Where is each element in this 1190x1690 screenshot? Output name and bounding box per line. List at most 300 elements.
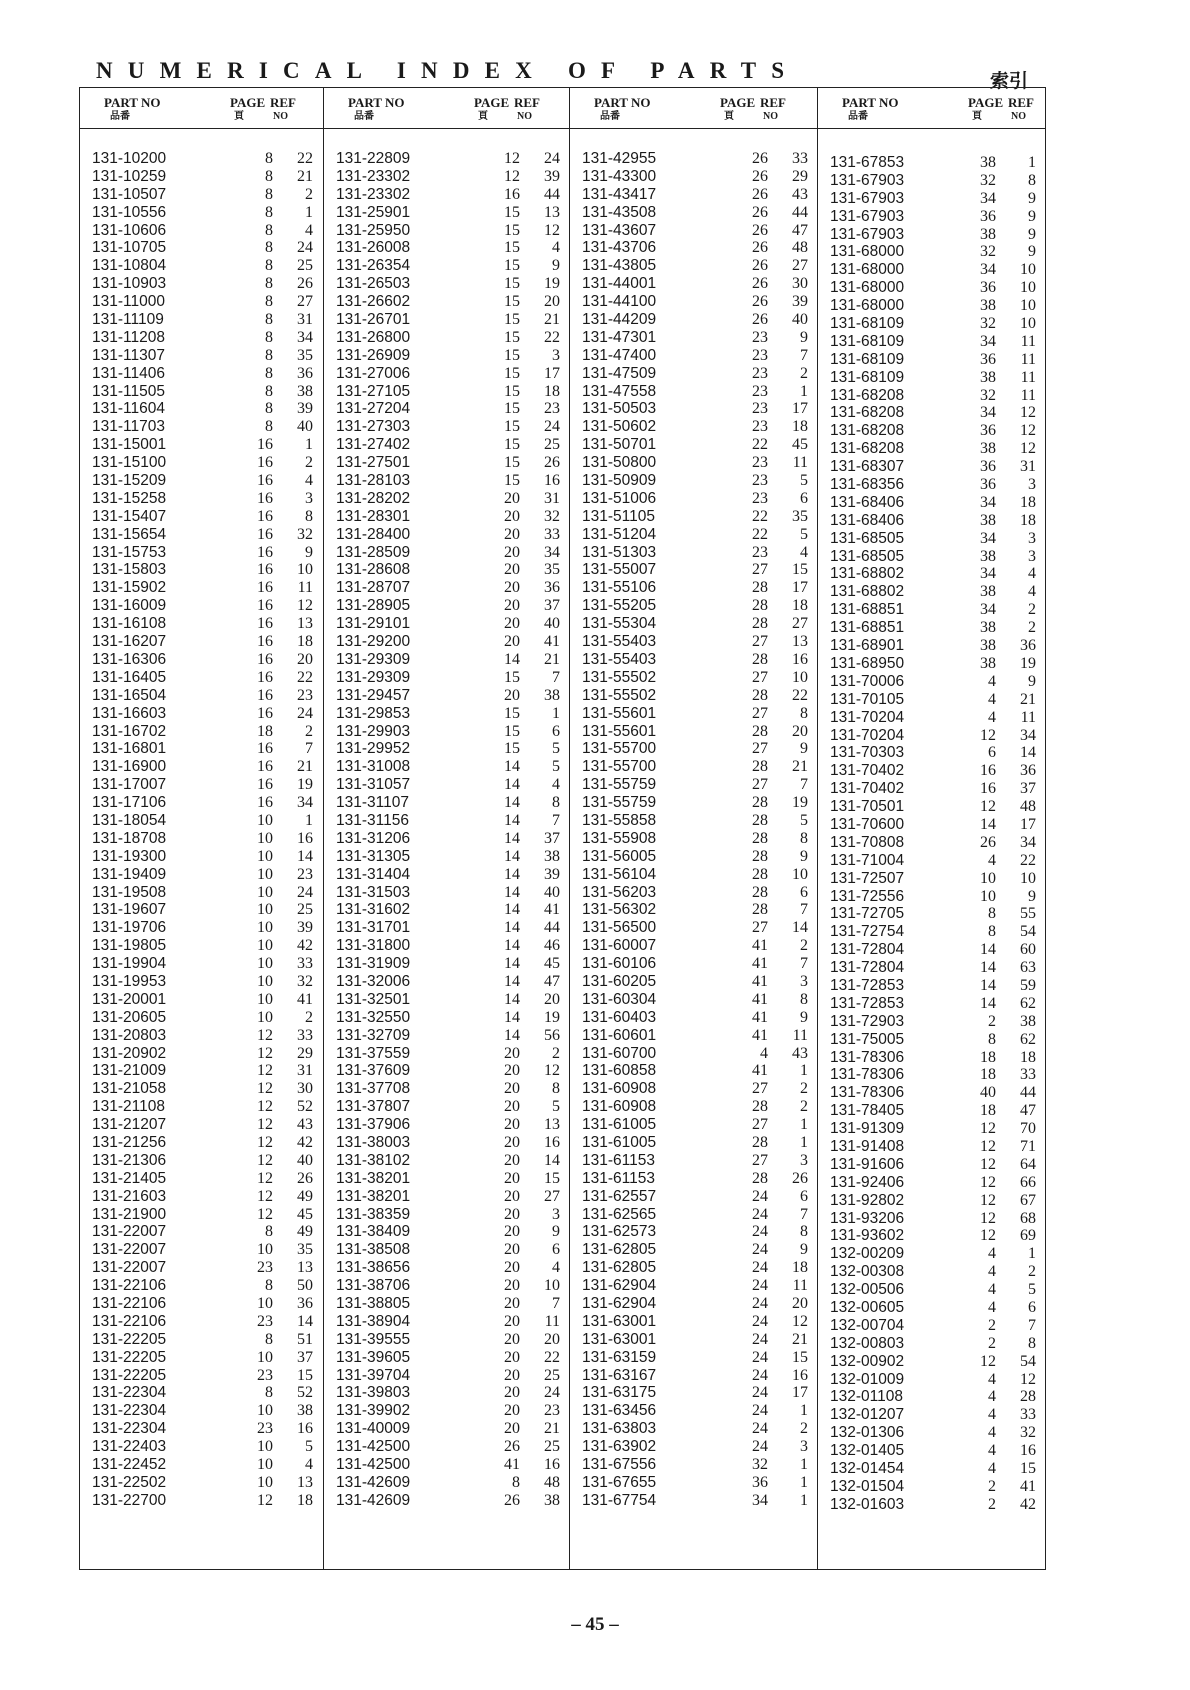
part-number: 131-15209 [92, 472, 167, 490]
part-number: 132-01603 [830, 1495, 905, 1513]
ref-number-cell: 29 [792, 167, 808, 185]
table-row [570, 1367, 818, 1385]
page-number-cell: 27 [752, 1151, 768, 1169]
part-number: 131-17007 [92, 776, 167, 794]
page-number-cell: 20 [504, 686, 520, 704]
ref-number-cell: 11 [1020, 332, 1036, 350]
page-number-cell: 12 [257, 1098, 273, 1116]
page-number-cell: 4 [988, 851, 996, 869]
part-number: 131-72556 [830, 887, 905, 905]
ref-number-cell: 33 [297, 955, 313, 973]
ref-number-cell: 32 [544, 507, 560, 525]
table-row [324, 561, 570, 579]
part-number: 131-78306 [830, 1048, 905, 1066]
page-number-cell: 14 [504, 972, 520, 990]
page-number-cell: 10 [257, 883, 273, 901]
part-number: 131-68208 [830, 404, 905, 422]
table-row [80, 991, 323, 1009]
page-number-cell: 36 [980, 458, 996, 476]
table-row [818, 1245, 1046, 1263]
part-number: 131-42609 [336, 1491, 411, 1509]
part-number: 131-43417 [582, 185, 657, 203]
page-number-cell: 34 [980, 565, 996, 583]
part-number: 131-50503 [582, 400, 657, 418]
table-row [80, 383, 323, 401]
part-number: 131-72705 [830, 905, 905, 923]
ref-number-cell: 33 [544, 525, 560, 543]
table-row [80, 275, 323, 293]
part-number: 131-16603 [92, 704, 167, 722]
table-row [818, 208, 1046, 226]
part-number: 131-38201 [336, 1187, 411, 1205]
row-list [818, 154, 1046, 1514]
ref-number-cell: 1 [305, 811, 313, 829]
ref-number-cell: 14 [297, 1312, 313, 1330]
table-row [818, 512, 1046, 530]
ref-number-cell: 16 [297, 1420, 313, 1438]
part-number: 131-22304 [92, 1384, 167, 1402]
part-number: 131-68109 [830, 368, 905, 386]
ref-number-cell: 8 [800, 1223, 808, 1241]
ref-number-cell: 4 [800, 543, 808, 561]
ref-number-cell: 17 [792, 400, 808, 418]
ref-number-cell: 12 [1020, 404, 1036, 422]
table-row [80, 1188, 323, 1206]
page-number-cell: 14 [504, 1026, 520, 1044]
page-number-cell: 16 [257, 507, 273, 525]
page-number-cell: 36 [980, 476, 996, 494]
table-row [324, 1420, 570, 1438]
table-row [324, 1295, 570, 1313]
ref-number-cell: 7 [800, 776, 808, 794]
page-number-cell: 28 [752, 722, 768, 740]
page-number-cell: 26 [980, 833, 996, 851]
ref-number-cell: 62 [1020, 994, 1036, 1012]
ref-number-cell: 25 [544, 1366, 560, 1384]
table-row [324, 1474, 570, 1492]
table-row [818, 369, 1046, 387]
part-number: 131-55304 [582, 615, 657, 633]
part-number: 131-55700 [582, 740, 657, 758]
part-number: 131-16108 [92, 615, 167, 633]
page-number-cell: 15 [504, 436, 520, 454]
index-column-4 [817, 88, 1046, 1569]
part-number: 131-70600 [830, 815, 905, 833]
table-row [80, 705, 323, 723]
table-row [80, 919, 323, 937]
table-row [80, 651, 323, 669]
table-row [324, 812, 570, 830]
page-number-cell: 4 [988, 690, 996, 708]
table-row [324, 1259, 570, 1277]
ref-number-cell: 64 [1020, 1155, 1036, 1173]
table-row [324, 1331, 570, 1349]
ref-number-cell: 3 [800, 1438, 808, 1456]
ref-number-cell: 18 [792, 418, 808, 436]
page-number-cell: 26 [752, 311, 768, 329]
part-number: 131-20902 [92, 1044, 167, 1062]
table-row [818, 995, 1046, 1013]
page-number-cell: 14 [504, 811, 520, 829]
part-number: 131-38706 [336, 1277, 411, 1295]
page-number-cell: 24 [752, 1277, 768, 1295]
table-row [818, 315, 1046, 333]
ref-number-cell: 10 [1020, 297, 1036, 315]
ref-number-cell: 11 [544, 1312, 560, 1330]
ref-number-cell: 29 [297, 1044, 313, 1062]
part-number: 131-67655 [582, 1473, 657, 1491]
ref-number-cell: 16 [1020, 1442, 1036, 1460]
ref-number-cell: 60 [1020, 941, 1036, 959]
ref-number-cell: 16 [544, 1133, 560, 1151]
part-number: 132-00803 [830, 1334, 905, 1352]
part-number: 131-16306 [92, 650, 167, 668]
ref-number-cell: 30 [297, 1080, 313, 1098]
page-number-cell: 24 [752, 1241, 768, 1259]
ref-number-cell: 17 [792, 1384, 808, 1402]
page-number-cell: 41 [752, 990, 768, 1008]
ref-number-cell: 23 [297, 865, 313, 883]
page-number-cell: 10 [257, 990, 273, 1008]
table-row [80, 597, 323, 615]
page-number-cell: 16 [257, 686, 273, 704]
page-number-cell: 15 [504, 472, 520, 490]
column-header [570, 92, 818, 124]
page-number-cell: 16 [257, 436, 273, 454]
part-number: 131-38003 [336, 1133, 411, 1151]
ref-number-cell: 16 [792, 650, 808, 668]
table-row [80, 293, 323, 311]
table-row [570, 937, 818, 955]
table-row [818, 1478, 1046, 1496]
table-row [570, 239, 818, 257]
table-row [570, 365, 818, 383]
ref-number-cell: 34 [1020, 833, 1036, 851]
part-number: 131-21009 [92, 1062, 167, 1080]
header-page: PAGE [474, 95, 510, 110]
table-row [818, 816, 1046, 834]
table-row [324, 508, 570, 526]
page-number-cell: 4 [988, 1424, 996, 1442]
part-number: 131-31503 [336, 883, 411, 901]
ref-number-cell: 38 [544, 1491, 560, 1509]
page-number-cell: 16 [257, 633, 273, 651]
page-number-cell: 12 [257, 1169, 273, 1187]
table-row [570, 1402, 818, 1420]
page-number-cell: 4 [988, 1460, 996, 1478]
table-row [570, 651, 818, 669]
part-number: 131-68802 [830, 565, 905, 583]
table-row [324, 1134, 570, 1152]
page-number-cell: 24 [752, 1312, 768, 1330]
page-number-cell: 34 [980, 261, 996, 279]
part-number: 131-39902 [336, 1402, 411, 1420]
page-number-cell: 14 [504, 847, 520, 865]
table-row [570, 1474, 818, 1492]
table-row [570, 1295, 818, 1313]
table-row [570, 1420, 818, 1438]
part-number: 131-62904 [582, 1295, 657, 1312]
ref-number-cell: 44 [792, 203, 808, 221]
ref-number-cell: 40 [297, 418, 313, 436]
ref-number-cell: 9 [800, 328, 808, 346]
part-number: 131-43607 [582, 221, 657, 239]
ref-number-cell: 31 [297, 1062, 313, 1080]
ref-number-cell: 13 [297, 615, 313, 633]
ref-number-cell: 9 [800, 740, 808, 758]
page-number-cell: 4 [988, 672, 996, 690]
part-number: 131-63001 [582, 1312, 657, 1330]
part-number: 131-93602 [830, 1227, 905, 1245]
table-row [80, 973, 323, 991]
ref-number-cell: 28 [1020, 1388, 1036, 1406]
page-number-cell: 4 [988, 1245, 996, 1263]
table-row [570, 561, 818, 579]
page-number-cell: 38 [980, 583, 996, 601]
ref-number-cell: 7 [800, 346, 808, 364]
page-number-cell: 8 [265, 167, 273, 185]
table-row [818, 923, 1046, 941]
part-number: 131-60205 [582, 972, 657, 990]
table-row [80, 830, 323, 848]
table-row [324, 830, 570, 848]
table-row [818, 744, 1046, 762]
ref-number-cell: 3 [1028, 476, 1036, 494]
part-number: 131-28301 [336, 507, 411, 525]
page-number-cell: 38 [980, 654, 996, 672]
part-number: 131-68208 [830, 422, 905, 440]
table-row [324, 275, 570, 293]
part-number: 131-31800 [336, 937, 411, 955]
table-row [324, 848, 570, 866]
ref-number-cell: 37 [1020, 780, 1036, 798]
page-number-cell: 4 [988, 1263, 996, 1281]
ref-number-cell: 7 [552, 1295, 560, 1312]
ref-number-cell: 56 [544, 1026, 560, 1044]
table-row [818, 1192, 1046, 1210]
page-number-cell: 20 [504, 1223, 520, 1241]
header-part-no-jp: 品番 [848, 111, 868, 122]
page-number-cell: 26 [752, 150, 768, 167]
table-row [80, 490, 323, 508]
ref-number-cell: 63 [1020, 959, 1036, 977]
table-row [324, 1223, 570, 1241]
part-number: 131-70105 [830, 690, 905, 708]
part-number: 131-32709 [336, 1026, 411, 1044]
table-row [324, 919, 570, 937]
table-row [818, 673, 1046, 691]
table-row [324, 597, 570, 615]
ref-number-cell: 2 [800, 1098, 808, 1116]
part-number: 131-31156 [336, 811, 409, 829]
page-number-cell: 23 [257, 1366, 273, 1384]
table-row [818, 727, 1046, 745]
part-number: 131-10903 [92, 275, 167, 293]
table-row [80, 257, 323, 275]
table-row [80, 472, 323, 490]
page-number-cell: 40 [980, 1084, 996, 1102]
table-row [818, 333, 1046, 351]
table-row [818, 440, 1046, 458]
table-row [324, 1313, 570, 1331]
table-row [80, 150, 323, 168]
part-number: 131-61005 [582, 1133, 657, 1151]
part-number: 131-37906 [336, 1116, 411, 1134]
page-number-cell: 28 [752, 650, 768, 668]
part-number: 131-67556 [582, 1456, 657, 1474]
table-row [570, 257, 818, 275]
part-number: 131-60908 [582, 1080, 657, 1098]
table-row [570, 1152, 818, 1170]
table-row [570, 1206, 818, 1224]
table-row [324, 1277, 570, 1295]
row-list [324, 150, 570, 1510]
part-number: 131-10705 [92, 239, 167, 257]
page-number-cell: 10 [257, 1456, 273, 1474]
table-row [324, 454, 570, 472]
page-number-cell: 10 [257, 972, 273, 990]
table-row [324, 1062, 570, 1080]
page-number-cell: 24 [752, 1330, 768, 1348]
page-number-cell: 28 [752, 1133, 768, 1151]
header-divider [80, 128, 323, 129]
table-row [80, 222, 323, 240]
ref-number-cell: 2 [800, 937, 808, 955]
table-row [570, 919, 818, 937]
ref-number-cell: 66 [1020, 1173, 1036, 1191]
page-number-cell: 8 [265, 293, 273, 311]
page-title-jp: 索引 [990, 70, 1029, 92]
table-row [80, 454, 323, 472]
page-number-cell: 14 [504, 883, 520, 901]
ref-number-cell: 7 [800, 1205, 808, 1223]
page-number-cell: 12 [257, 1491, 273, 1509]
page-number-cell: 14 [980, 959, 996, 977]
table-row [80, 1331, 323, 1349]
header-part-no: PART NO [594, 95, 651, 110]
table-row [324, 776, 570, 794]
ref-number-cell: 21 [297, 167, 313, 185]
ref-number-cell: 13 [544, 1116, 560, 1134]
ref-number-cell: 11 [297, 579, 313, 597]
page-number-cell: 12 [980, 1191, 996, 1209]
ref-number-cell: 2 [305, 454, 313, 472]
page-number-cell: 15 [504, 740, 520, 758]
table-row [818, 941, 1046, 959]
page-number-cell: 20 [504, 1295, 520, 1312]
part-number: 131-16009 [92, 597, 167, 615]
page-number-cell: 18 [980, 1102, 996, 1120]
page-number-cell: 8 [265, 1384, 273, 1402]
table-row [818, 959, 1046, 977]
page-number-cell: 12 [257, 1044, 273, 1062]
table-row [324, 991, 570, 1009]
page-number-cell: 15 [504, 418, 520, 436]
table-row [80, 1223, 323, 1241]
part-number: 131-38904 [336, 1312, 411, 1330]
table-row [324, 400, 570, 418]
table-row [324, 1241, 570, 1259]
part-number: 132-01454 [830, 1460, 905, 1478]
ref-number-cell: 10 [544, 1277, 560, 1295]
table-row [570, 1259, 818, 1277]
ref-number-cell: 18 [297, 633, 313, 651]
part-number: 131-51303 [582, 543, 657, 561]
page-number-cell: 16 [257, 597, 273, 615]
page-number-cell: 14 [504, 829, 520, 847]
part-number: 131-55601 [582, 722, 657, 740]
part-number: 131-22007 [92, 1241, 167, 1259]
ref-number-cell: 70 [1020, 1120, 1036, 1138]
ref-number-cell: 3 [1028, 529, 1036, 547]
part-number: 131-21256 [92, 1133, 167, 1151]
page-number-cell: 23 [257, 1420, 273, 1438]
table-row [324, 937, 570, 955]
table-row [80, 1420, 323, 1438]
part-number: 131-39605 [336, 1348, 411, 1366]
part-number: 131-26503 [336, 275, 411, 293]
page-number-cell: 20 [504, 597, 520, 615]
table-row [324, 544, 570, 562]
ref-number-cell: 7 [552, 811, 560, 829]
table-row [324, 1027, 570, 1045]
table-row [80, 436, 323, 454]
ref-number-cell: 46 [544, 937, 560, 955]
page-number-cell: 26 [752, 221, 768, 239]
table-row [818, 351, 1046, 369]
table-row [570, 1098, 818, 1116]
ref-number-cell: 54 [1020, 923, 1036, 941]
table-row [818, 709, 1046, 727]
part-number: 131-11109 [92, 311, 164, 329]
table-row [80, 1295, 323, 1313]
part-number: 131-11208 [92, 328, 165, 346]
page-number-cell: 20 [504, 1133, 520, 1151]
ref-number-cell: 42 [1020, 1495, 1036, 1513]
table-row [324, 239, 570, 257]
ref-number-cell: 33 [1020, 1066, 1036, 1084]
page-number-cell: 10 [980, 869, 996, 887]
page-number-cell: 16 [504, 185, 520, 203]
ref-number-cell: 15 [297, 1366, 313, 1384]
part-number: 131-56104 [582, 865, 657, 883]
part-number: 131-68505 [830, 547, 905, 565]
table-row [324, 418, 570, 436]
header-page-jp: 頁 [234, 111, 244, 122]
page-number-cell: 12 [257, 1133, 273, 1151]
page-number-cell: 8 [265, 364, 273, 382]
table-row [818, 1066, 1046, 1084]
table-row [818, 619, 1046, 637]
page-number-cell: 10 [980, 887, 996, 905]
page-number-cell: 20 [504, 525, 520, 543]
page-number-cell: 38 [980, 511, 996, 529]
part-number: 131-27303 [336, 418, 411, 436]
ref-number-cell: 15 [792, 1348, 808, 1366]
page-number-cell: 12 [980, 726, 996, 744]
table-row [818, 601, 1046, 619]
table-row [324, 866, 570, 884]
ref-number-cell: 5 [800, 525, 808, 543]
ref-number-cell: 20 [544, 990, 560, 1008]
part-number: 131-29101 [336, 615, 411, 633]
ref-number-cell: 21 [792, 758, 808, 776]
part-number: 131-29903 [336, 722, 411, 740]
page-number-cell: 16 [257, 794, 273, 812]
part-number: 131-28509 [336, 543, 411, 561]
page-number-cell: 2 [988, 1316, 996, 1334]
part-number: 131-38201 [336, 1169, 411, 1187]
